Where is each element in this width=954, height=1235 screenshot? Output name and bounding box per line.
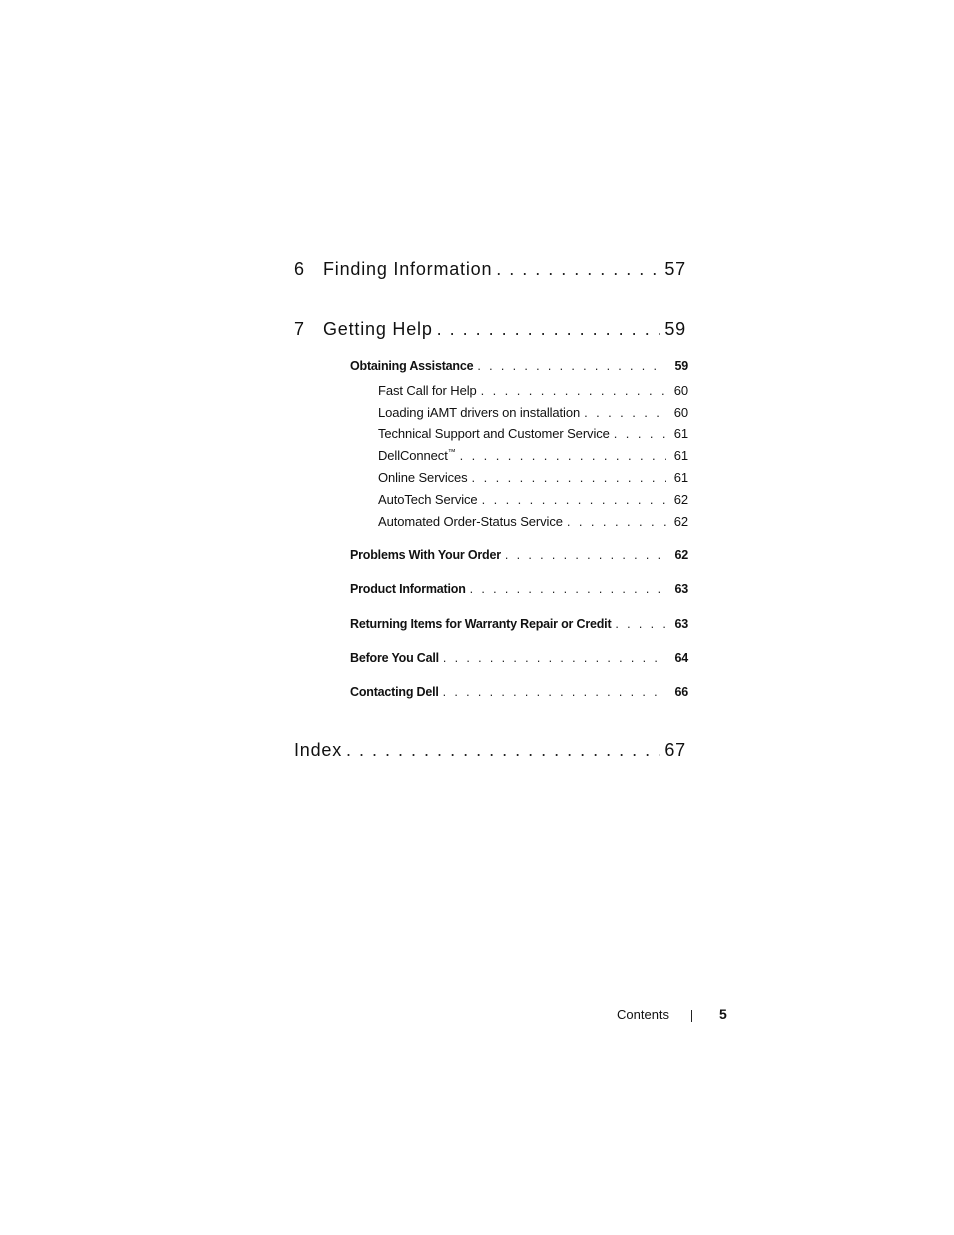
section-title: Product Information — [350, 582, 466, 596]
section-page: 63 — [674, 617, 688, 631]
toc-subsection-automated-order-status[interactable] — [378, 514, 688, 529]
subsection-page: 61 — [673, 426, 688, 441]
section-page: 66 — [674, 685, 688, 699]
toc-section-returning-items[interactable] — [350, 617, 688, 631]
subsection-page: 61 — [673, 448, 688, 463]
section-page: 64 — [674, 651, 688, 665]
dot-leader — [496, 259, 660, 280]
subsection-title: Technical Support and Customer Service — [378, 426, 610, 441]
section-page: 62 — [674, 548, 688, 562]
chapter-page: 57 — [664, 259, 686, 279]
section-page: 63 — [674, 582, 688, 596]
toc-section-obtaining-assistance[interactable] — [350, 359, 688, 373]
toc-chapter-getting-help[interactable] — [294, 319, 686, 340]
toc-subsection-technical-support[interactable] — [378, 426, 688, 441]
subsection-title — [378, 448, 456, 463]
subsection-title: Automated Order-Status Service — [378, 514, 563, 529]
dot-leader — [346, 740, 660, 761]
index-page: 67 — [664, 740, 686, 760]
subsection-title: Loading iAMT drivers on installation — [378, 405, 581, 420]
dot-leader — [472, 470, 666, 485]
toc-chapter-finding-information[interactable] — [294, 259, 686, 280]
section-title: Obtaining Assistance — [350, 359, 474, 373]
dot-leader — [443, 685, 666, 699]
toc-subsection-dellconnect[interactable] — [378, 448, 688, 463]
subsection-title: Fast Call for Help — [378, 383, 477, 398]
toc-subsection-fast-call-for-help[interactable] — [378, 383, 688, 398]
trademark-symbol: ™ — [447, 447, 456, 457]
toc-section-problems-with-your-order[interactable] — [350, 548, 688, 562]
subsection-page: 62 — [673, 492, 688, 507]
toc-section-contacting-dell[interactable] — [350, 685, 688, 699]
index-title: Index — [294, 740, 343, 760]
dot-leader — [460, 448, 666, 463]
toc-section-product-information[interactable] — [350, 582, 688, 596]
subsection-title: Online Services — [378, 470, 468, 485]
subsection-page: 60 — [673, 405, 688, 420]
toc-subsection-loading-iamt-drivers[interactable] — [378, 405, 688, 420]
chapter-page: 59 — [664, 319, 686, 339]
chapter-number: 7 — [294, 319, 305, 339]
footer-section-label: Contents — [617, 1007, 670, 1022]
dot-leader — [615, 617, 666, 631]
subsection-page: 62 — [673, 514, 688, 529]
section-title: Returning Items for Warranty Repair or Credit — [350, 617, 612, 631]
dot-leader — [470, 582, 666, 596]
chapter-number: 6 — [294, 259, 305, 279]
toc-subsection-autotech-service[interactable] — [378, 492, 688, 507]
dot-leader — [482, 492, 666, 507]
subsection-title-text: DellConnect — [378, 448, 448, 463]
subsection-page: 60 — [673, 383, 688, 398]
footer-divider — [691, 1010, 692, 1022]
toc-index[interactable] — [294, 740, 686, 761]
section-title: Before You Call — [350, 651, 439, 665]
footer-page-number: 5 — [719, 1006, 727, 1022]
toc-subsection-online-services[interactable] — [378, 470, 688, 485]
section-title: Contacting Dell — [350, 685, 439, 699]
dot-leader — [437, 319, 660, 340]
chapter-title: Finding Information — [323, 259, 493, 279]
dot-leader — [584, 405, 666, 420]
subsection-page: 61 — [673, 470, 688, 485]
dot-leader — [481, 383, 666, 398]
dot-leader — [443, 651, 666, 665]
chapter-title: Getting Help — [323, 319, 433, 339]
subsection-title: AutoTech Service — [378, 492, 478, 507]
toc-section-before-you-call[interactable] — [350, 651, 688, 665]
dot-leader — [505, 548, 666, 562]
section-page: 59 — [674, 359, 688, 373]
dot-leader — [614, 426, 666, 441]
section-title: Problems With Your Order — [350, 548, 501, 562]
dot-leader — [477, 359, 666, 373]
dot-leader — [567, 514, 666, 529]
